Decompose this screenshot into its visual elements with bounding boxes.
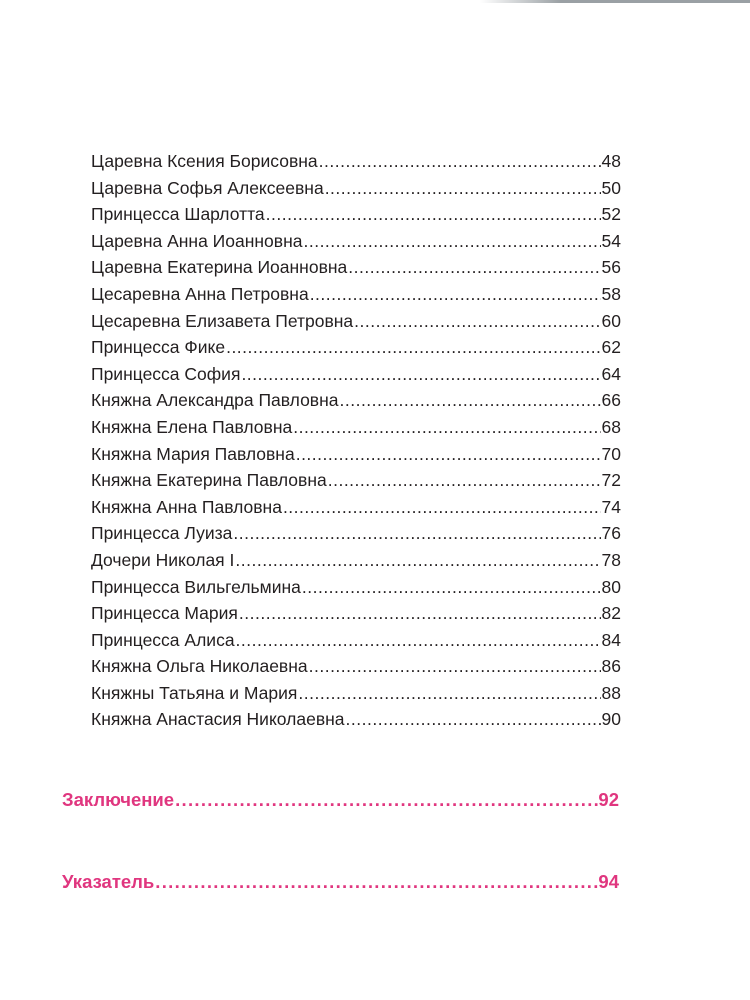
toc-entry-title: Царевна Екатерина Иоанновна (91, 257, 348, 278)
toc-entry-title: Принцесса Фике (91, 337, 226, 358)
toc-entry (91, 254, 621, 281)
toc-entry-title: Княжна Ольга Николаевна (91, 656, 308, 677)
section-page: 94 (598, 871, 619, 892)
section-title: Заключение (62, 789, 175, 810)
toc-entry (91, 148, 621, 175)
toc-entry (91, 627, 621, 654)
toc-section-conclusion (62, 789, 619, 811)
toc-entry-title: Дочери Николая I (91, 549, 235, 570)
page-corner-mark (480, 0, 750, 3)
toc-entry-page: 54 (601, 230, 621, 251)
toc-entry (91, 547, 621, 574)
toc-entry-title: Княжна Екатерина Павловна (91, 470, 327, 491)
toc-entry-title: Принцесса Шарлотта (91, 204, 265, 225)
dot-leader (240, 361, 601, 388)
toc-entry-title: Принцесса Вильгельмина (91, 576, 301, 597)
toc-entry-page: 64 (601, 363, 621, 384)
toc-entry (91, 414, 621, 441)
toc-entry (91, 520, 621, 547)
dot-leader (327, 467, 601, 494)
toc-entry (91, 308, 621, 335)
toc-entry-title: Цесаревна Анна Петровна (91, 283, 309, 304)
dot-leader (295, 441, 601, 468)
toc-entry (91, 361, 621, 388)
dot-leader (234, 547, 601, 574)
toc-entry-page: 80 (601, 576, 621, 597)
dot-leader (353, 308, 601, 335)
toc-entry (91, 334, 621, 361)
dot-leader (282, 494, 601, 521)
toc-entry-title: Принцесса София (91, 363, 241, 384)
toc-entry-title: Цесаревна Елизавета Петровна (91, 310, 354, 331)
toc-entry-title: Принцесса Луиза (91, 523, 233, 544)
toc-entry-page: 48 (601, 151, 621, 171)
toc-entry-title: Княжна Анастасия Николаевна (91, 709, 345, 730)
dot-leader (345, 706, 601, 733)
toc-entry-page: 60 (601, 310, 621, 331)
toc-entry-page: 70 (601, 443, 621, 464)
toc-entry (91, 201, 621, 228)
toc-entry-page: 82 (601, 603, 621, 624)
toc-entry-page: 66 (601, 390, 621, 411)
table-of-contents (91, 148, 621, 733)
toc-entry-title: Княжна Анна Павловна (91, 496, 282, 517)
toc-entry-page: 72 (601, 470, 621, 491)
toc-entry-title: Принцесса Мария (91, 603, 238, 624)
toc-entry-title: Княжна Елена Павловна (91, 416, 293, 437)
toc-entry-page: 76 (601, 523, 621, 544)
toc-entry-page: 88 (601, 682, 621, 703)
dot-leader (174, 789, 598, 811)
dot-leader (292, 414, 601, 441)
dot-leader (297, 680, 601, 707)
toc-entry-page: 68 (601, 416, 621, 437)
dot-leader (324, 175, 601, 202)
toc-entry-page: 52 (601, 204, 621, 225)
toc-entry-title: Принцесса Алиса (91, 629, 235, 650)
dot-leader (302, 228, 601, 255)
toc-section-index (62, 871, 619, 893)
dot-leader (265, 201, 601, 228)
toc-entry-page: 56 (601, 257, 621, 278)
toc-entry (91, 574, 621, 601)
toc-entry-title: Царевна Софья Алексеевна (91, 177, 324, 198)
toc-entry-title: Княжна Александра Павловна (91, 390, 339, 411)
dot-leader (238, 600, 601, 627)
toc-entry-title: Княжны Татьяна и Мария (91, 682, 298, 703)
toc-entry-page: 74 (601, 496, 621, 517)
toc-entry (91, 281, 621, 308)
dot-leader (225, 334, 601, 361)
toc-entry (91, 228, 621, 255)
dot-leader (347, 254, 601, 281)
dot-leader (309, 281, 601, 308)
toc-entry-page: 78 (601, 549, 621, 570)
toc-entry (91, 467, 621, 494)
toc-entry-title: Царевна Анна Иоанновна (91, 230, 303, 251)
toc-entry-page: 50 (601, 177, 621, 198)
toc-entry (91, 387, 621, 414)
toc-entry (91, 680, 621, 707)
toc-entry (91, 441, 621, 468)
toc-entry-page: 62 (601, 337, 621, 358)
toc-entry-title: Княжна Мария Павловна (91, 443, 295, 464)
dot-leader (308, 653, 601, 680)
dot-leader (154, 871, 598, 893)
section-title: Указатель (62, 871, 155, 892)
toc-entry (91, 653, 621, 680)
dot-leader (339, 387, 602, 414)
toc-entry (91, 175, 621, 202)
toc-entry-page: 86 (601, 656, 621, 677)
section-page: 92 (598, 789, 619, 810)
toc-entry (91, 600, 621, 627)
toc-entry-page: 58 (601, 283, 621, 304)
dot-leader (318, 148, 601, 175)
toc-entry (91, 494, 621, 521)
dot-leader (235, 627, 601, 654)
dot-leader (301, 574, 601, 601)
dot-leader (232, 520, 601, 547)
toc-entry (91, 706, 621, 733)
toc-entry-page: 84 (601, 629, 621, 650)
toc-entry-title: Царевна Ксения Борисовна (91, 151, 318, 171)
toc-entry-page: 90 (601, 709, 621, 730)
